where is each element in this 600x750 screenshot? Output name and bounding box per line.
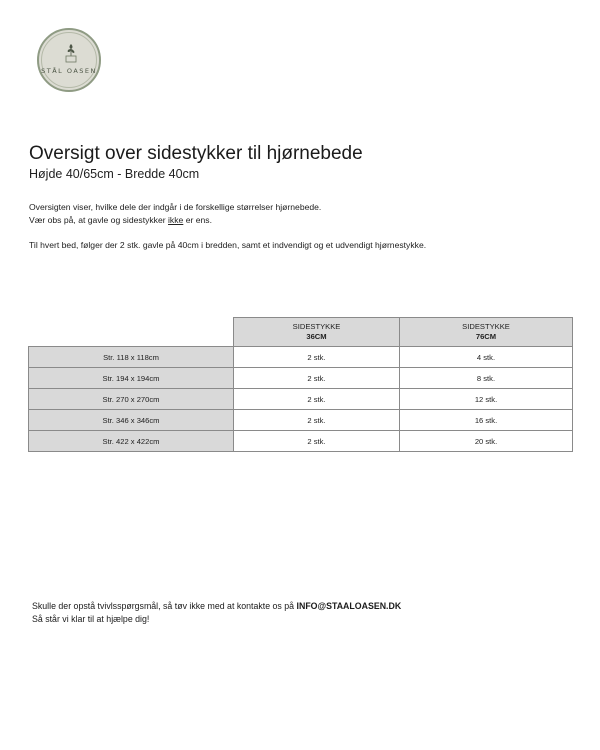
column-header-sub: 36CM (306, 332, 327, 341)
cell-76cm-count: 4 stk. (400, 347, 573, 368)
table-corner (29, 318, 234, 347)
cell-36cm-count: 2 stk. (234, 431, 400, 452)
row-size-label: Str. 194 x 194cm (29, 368, 234, 389)
side-pieces-table (28, 317, 573, 452)
cell-76cm-count: 20 stk. (400, 431, 573, 452)
table-row (29, 347, 573, 368)
page-title: Oversigt over sidestykker til hjørnebede (29, 143, 363, 164)
contact-footer (32, 600, 401, 626)
page-subtitle: Højde 40/65cm - Bredde 40cm (29, 167, 200, 181)
column-header-label: SIDESTYKKE (462, 322, 510, 331)
column-header-label: SIDESTYKKE (292, 322, 341, 331)
cell-36cm-count: 2 stk. (234, 389, 400, 410)
row-size-label: Str. 118 x 118cm (29, 347, 234, 368)
intro-line-1: Oversigten viser, hvilke dele der indgår i de forskellige størrelser hjørnebede. (29, 202, 322, 212)
intro-line-2-prefix: Vær obs på, at gavle og sidestykker (29, 214, 169, 225)
table-row (29, 368, 573, 389)
table-row (29, 431, 573, 452)
cell-36cm-count: 2 stk. (234, 347, 400, 368)
cell-76cm-count: 12 stk. (400, 389, 573, 410)
column-header-36cm (234, 318, 400, 347)
cell-76cm-count: 16 stk. (400, 410, 573, 431)
contact-text: Skulle der opstå tvivlsspørgsmål, så tøv ikke med at kontakte os på (32, 601, 297, 611)
intro-line-2-suffix: er ens. (183, 214, 212, 225)
plant-in-box-icon (63, 42, 79, 64)
column-header-sub: 76CM (475, 332, 497, 341)
brand-logo (37, 28, 101, 92)
gavle-note: Til hvert bed, følger der 2 stk. gavle på 40cm i bredden, samt et indvendigt og et udvendigt hjørnestykke. (29, 240, 427, 250)
logo-text: STÅL OASEN (41, 67, 97, 75)
table-row (29, 410, 573, 431)
cell-76cm-count: 8 stk. (400, 368, 573, 389)
row-size-label: Str. 346 x 346cm (29, 410, 234, 431)
cell-36cm-count: 2 stk. (234, 368, 400, 389)
table-row (29, 389, 573, 410)
contact-email-link[interactable]: INFO@STAALOASEN.DK (296, 601, 402, 611)
intro-paragraph (29, 201, 321, 226)
row-size-label: Str. 270 x 270cm (29, 389, 234, 410)
column-header-76cm (400, 318, 573, 347)
cell-36cm-count: 2 stk. (234, 410, 400, 431)
table-header-row (29, 318, 573, 347)
contact-closing: Så står vi klar til at hjælpe dig! (32, 614, 150, 624)
intro-line-2-underlined: ikke (168, 214, 184, 225)
row-size-label: Str. 422 x 422cm (29, 431, 234, 452)
